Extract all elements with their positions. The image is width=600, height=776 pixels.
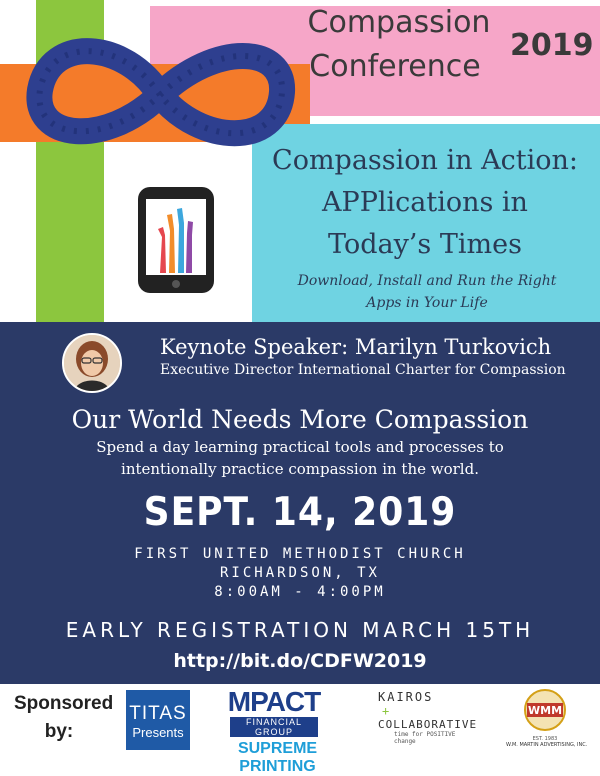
- tablet-hands-icon: [136, 185, 216, 295]
- description-line2: intentionally practice compassion in the world.: [121, 460, 479, 478]
- supreme-printing-logo: SUPREME PRINTING: [237, 740, 318, 775]
- conference-title-line1: Compassion: [307, 5, 491, 40]
- titas-logo: [126, 690, 190, 750]
- titas-name: TITAS: [129, 703, 187, 724]
- theme-title-line3: Today’s Times: [328, 229, 522, 260]
- svg-text:WMM: WMM: [527, 704, 563, 717]
- event-description: [60, 436, 540, 480]
- tagline-line2: Apps in Your Life: [366, 295, 488, 311]
- event-date: SEPT. 14, 2019: [143, 489, 457, 536]
- theme-title-line1: Compassion in Action:: [272, 145, 578, 176]
- theme-title-line2: APPlications in: [322, 187, 528, 218]
- keynote-role: Executive Director International Charter for Compassion: [160, 362, 566, 378]
- kairos-collaborative: COLLABORATIVE: [378, 718, 478, 731]
- event-time: 8:00AM - 4:00PM: [214, 584, 386, 600]
- venue-city: RICHARDSON, TX: [219, 565, 380, 581]
- header-graphic: [0, 0, 600, 322]
- conference-year: 2019: [510, 28, 594, 63]
- sponsored-by-label: [14, 690, 114, 746]
- conference-title-line2: Conference: [309, 49, 481, 84]
- theme-tagline: [262, 270, 592, 314]
- description-line1: Spend a day learning practical tools and processes to: [96, 438, 504, 456]
- speaker-avatar: [62, 333, 122, 393]
- kairos-name: KAIROS: [378, 690, 434, 704]
- early-registration: EARLY REGISTRATION MARCH 15TH: [65, 618, 535, 642]
- titas-presents: Presents: [132, 725, 184, 740]
- sponsored-label-line1: Sponsored: [14, 693, 114, 714]
- kairos-collaborative-logo: [378, 690, 478, 745]
- sponsored-label-line2: by:: [44, 721, 74, 742]
- wm-est: EST. 1983: [532, 736, 558, 742]
- theme-title: [255, 140, 595, 266]
- mpact-logo: [222, 686, 326, 737]
- speaker-photo-icon: [64, 335, 120, 391]
- wm-name: W.M. MARTIN ADVERTISING, INC.: [506, 742, 588, 748]
- mpact-name: MPACT: [227, 686, 321, 717]
- registration-link[interactable]: http://bit.do/CDFW2019: [173, 650, 427, 672]
- wm-martin-logo: [506, 688, 588, 748]
- main-heading: Our World Needs More Compassion: [71, 405, 529, 434]
- tagline-line1: Download, Install and Run the Right: [297, 273, 557, 289]
- kairos-tagline: time for POSITIVE change: [394, 731, 456, 745]
- mpact-subtitle: FINANCIAL GROUP: [230, 717, 318, 737]
- venue-name: FIRST UNITED METHODIST CHURCH: [134, 546, 466, 562]
- keynote-speaker: Keynote Speaker: Marilyn Turkovich: [160, 335, 552, 359]
- wm-martin-emblem-icon: [519, 688, 571, 732]
- kairos-plus: +: [382, 704, 390, 718]
